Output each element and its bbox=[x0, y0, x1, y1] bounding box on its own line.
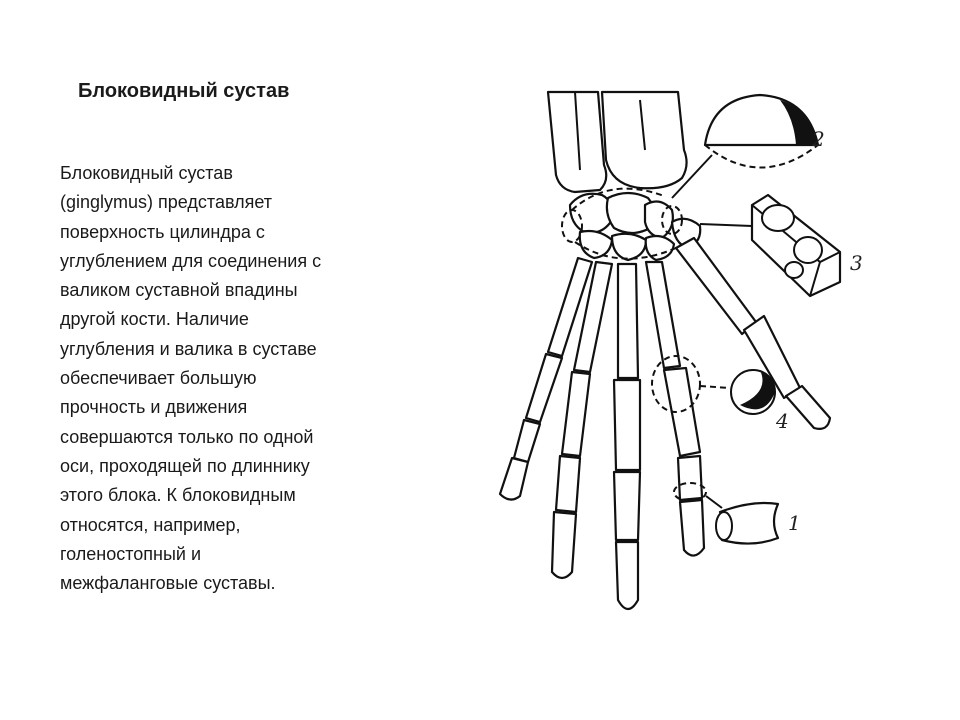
body-line: валиком суставной впадины bbox=[60, 280, 298, 301]
body-line: углубления и валика в суставе bbox=[60, 338, 317, 359]
body-line: оси, проходящей по длиннику bbox=[60, 455, 310, 476]
slide-body-text bbox=[60, 159, 390, 598]
cylinder-joint-model bbox=[706, 496, 778, 544]
figure-label-1: 1 bbox=[788, 511, 801, 535]
figure-label-4: 4 bbox=[776, 409, 789, 433]
body-line: углублением для соединения с bbox=[60, 250, 322, 271]
body-line: (ginglymus) представляет bbox=[60, 192, 273, 213]
body-line: поверхность цилиндра с bbox=[60, 221, 265, 242]
hand-skeleton-figure bbox=[470, 85, 890, 645]
body-line: совершаются только по одной bbox=[60, 426, 314, 447]
forearm-bones bbox=[548, 92, 687, 192]
figure-label-3: 3 bbox=[850, 251, 863, 275]
hand-skeleton-illustration bbox=[470, 85, 890, 645]
body-line: межфаланговые суставы. bbox=[60, 573, 276, 594]
middle-finger-bones bbox=[614, 264, 640, 609]
ball-joint-model bbox=[700, 370, 775, 414]
body-line: другой кости. Наличие bbox=[60, 309, 249, 330]
body-line: голеностопный и bbox=[60, 543, 202, 564]
body-line: прочность и движения bbox=[60, 397, 248, 418]
figure-label-2: 2 bbox=[812, 127, 825, 151]
body-line: Блоковидный сустав bbox=[60, 163, 233, 183]
body-line: относятся, например, bbox=[60, 514, 241, 535]
ellipsoid-joint-model bbox=[672, 95, 818, 198]
slide-title: Блоковидный сустав bbox=[78, 80, 290, 102]
body-line: этого блока. К блоковидным bbox=[60, 485, 296, 506]
index-finger-bones bbox=[646, 262, 706, 556]
body-line: обеспечивает большую bbox=[60, 368, 257, 389]
